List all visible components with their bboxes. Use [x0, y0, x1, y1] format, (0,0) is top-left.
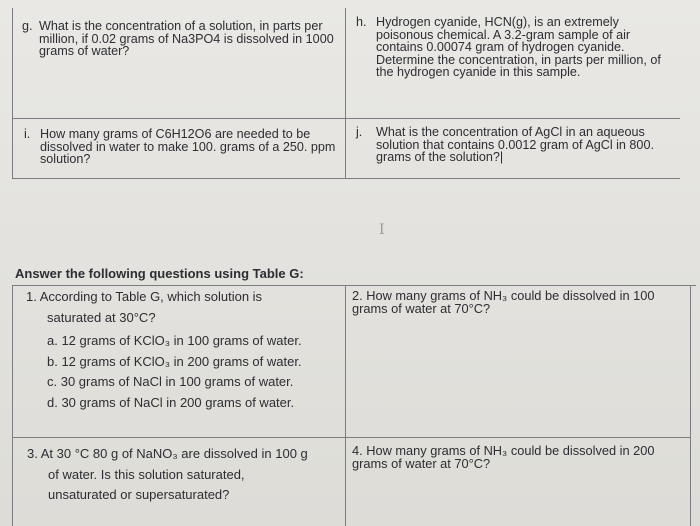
question-g: [22, 20, 337, 58]
option-c: c. 30 grams of NaCl in 100 grams of water.: [47, 374, 294, 390]
question-g-text: What is the concentration of a solution, in parts per million, if 0.02 grams of Na3PO4 is dissolved in 1000 grams of water?: [39, 19, 334, 58]
question-3: [27, 444, 345, 506]
grid-line: [12, 118, 680, 119]
question-1-line: saturated at 30°C?: [47, 309, 156, 325]
question-1-line: 1. According to Table G, which solution is: [26, 289, 263, 304]
table-line: [345, 285, 346, 526]
table-line: [12, 285, 696, 286]
table-line: [690, 285, 691, 526]
question-2: 2. How many grams of NH₃ could be dissolved in 100 grams of water at 70°C?: [352, 288, 655, 316]
table-g-heading: Answer the following questions using Table G:: [15, 266, 304, 281]
question-j-number: j.: [356, 125, 363, 139]
grid-line: [12, 8, 13, 118]
option-a: a. 12 grams of KClO₃ in 100 grams of water.: [47, 333, 302, 348]
table-line: [12, 437, 690, 438]
question-i-text: How many grams of C6H12O6 are needed to be dissolved in water to make 100. grams of a 250. ppm solution?: [40, 127, 336, 166]
table-line: [12, 285, 13, 526]
question-1-options: [47, 331, 342, 413]
question-1: [26, 287, 342, 328]
option-b: b. 12 grams of KClO₃ in 200 grams of water.: [47, 353, 302, 369]
question-j-text: What is the concentration of AgCl in an aqueous solution that contains 0.0012 gram of AgCl in 800. grams of the solution?|: [376, 125, 654, 164]
text-cursor-icon: I: [379, 222, 385, 238]
question-i: [24, 128, 342, 166]
question-3-line: unsaturated or supersaturated?: [48, 487, 230, 503]
question-3-line: of water. Is this solution saturated,: [48, 466, 245, 482]
question-h-text: Hydrogen cyanide, HCN(g), is an extremely poisonous chemical. A 3.2-gram sample of air contains 0.00074 gram of hydrogen cyanide. Determine the concentration, in parts per million, of the hydrogen cyanide in this sample.: [376, 15, 661, 79]
question-4: 4. How many grams of NH₃ could be dissolved in 200 grams of water at 70°C?: [352, 443, 655, 471]
grid-line: [345, 8, 346, 178]
grid-line: [12, 178, 680, 179]
question-3-line: 3. At 30 °C 80 g of NaNO₃ are dissolved in 100 g: [27, 446, 308, 461]
question-j: [356, 126, 668, 164]
option-d: d. 30 grams of NaCl in 200 grams of water.: [47, 394, 295, 410]
grid-line: [12, 118, 13, 178]
question-h: [356, 16, 668, 79]
question-g-number: g.: [22, 19, 33, 33]
question-i-number: i.: [24, 127, 31, 141]
question-h-number: h.: [356, 15, 367, 29]
